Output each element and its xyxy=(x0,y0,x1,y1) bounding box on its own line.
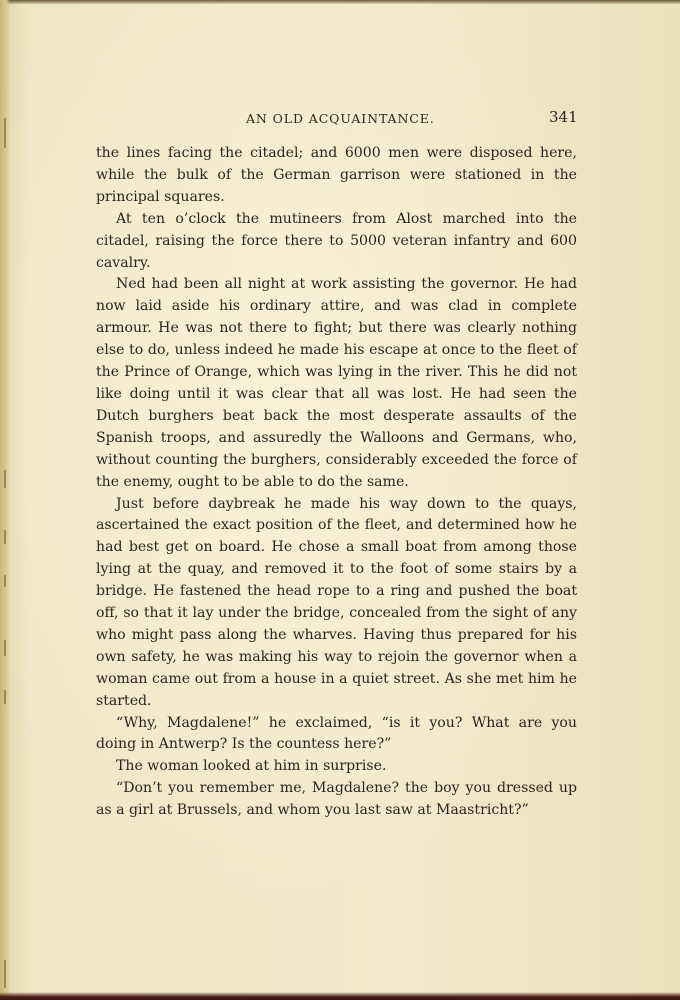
page-header xyxy=(0,108,680,130)
paragraph: the lines facing the citadel; and 6000 men were disposed here, while the bulk of the German garrison were stationed in the principal squares. xyxy=(96,145,577,205)
paragraph: Ned had been all night at work assisting the governor. He had now laid aside his ordinary attire, and was clad in complete armour. He was not there to fight; but there was clearly nothing else to do, unless indeed he made his escape at once to the fleet of the Prince of Orange, which was lying in the river. This he did not like doing until it was clear that all was lost. He had seen the Dutch burghers beat back the most desperate assaults of the Spanish troops, and assuredly the Walloons and Germans, who, without counting the burghers, considerably exceeded the force of the enemy, ought to be able to do the same. xyxy=(96,276,577,490)
gutter-mark xyxy=(4,690,6,704)
paragraph: “Why, Magdalene!” he exclaimed, “is it you? What are you doing in Antwerp? Is the countess here?” xyxy=(96,714,577,753)
gutter-mark xyxy=(4,470,6,488)
page-bottom-edge xyxy=(0,992,680,1000)
paper-spot xyxy=(536,785,543,792)
paragraph: The woman looked at him in surprise. xyxy=(116,758,387,775)
page-number: 341 xyxy=(549,108,578,126)
paragraph: At ten o’clock the mutineers from Alost marched into the citadel, raising the force there to 5000 veteran infantry and 600 cavalry. xyxy=(96,210,577,271)
paragraph: Just before daybreak he made his way down to the quays, ascertained the exact position of the fleet, and determined how he had best get on board. He chose a small boat from among those lying at the quay, and removed it to the foot of some stairs by a bridge. He fastened the head rope to a ring and pushed the boat off, so that it lay under the bridge, concealed from the sight of any who might pass along the wharves. Having thus prepared for his own safety, he was making his way to rejoin the governor when a woman came out from a house in a quiet street. As she met him he started. xyxy=(96,495,577,709)
body-text xyxy=(96,143,577,822)
gutter-mark xyxy=(4,960,6,988)
page-gutter xyxy=(0,0,10,1000)
paragraph: “Don’t you remember me, Magdalene? the boy you dressed up as a girl at Brussels, and whom you last saw at Maastricht?” xyxy=(96,780,577,819)
page-top-edge xyxy=(0,0,680,4)
running-head: AN OLD ACQUAINTANCE. xyxy=(246,111,435,126)
gutter-mark xyxy=(4,575,6,587)
gutter-mark xyxy=(4,530,6,544)
gutter-mark xyxy=(4,640,6,656)
